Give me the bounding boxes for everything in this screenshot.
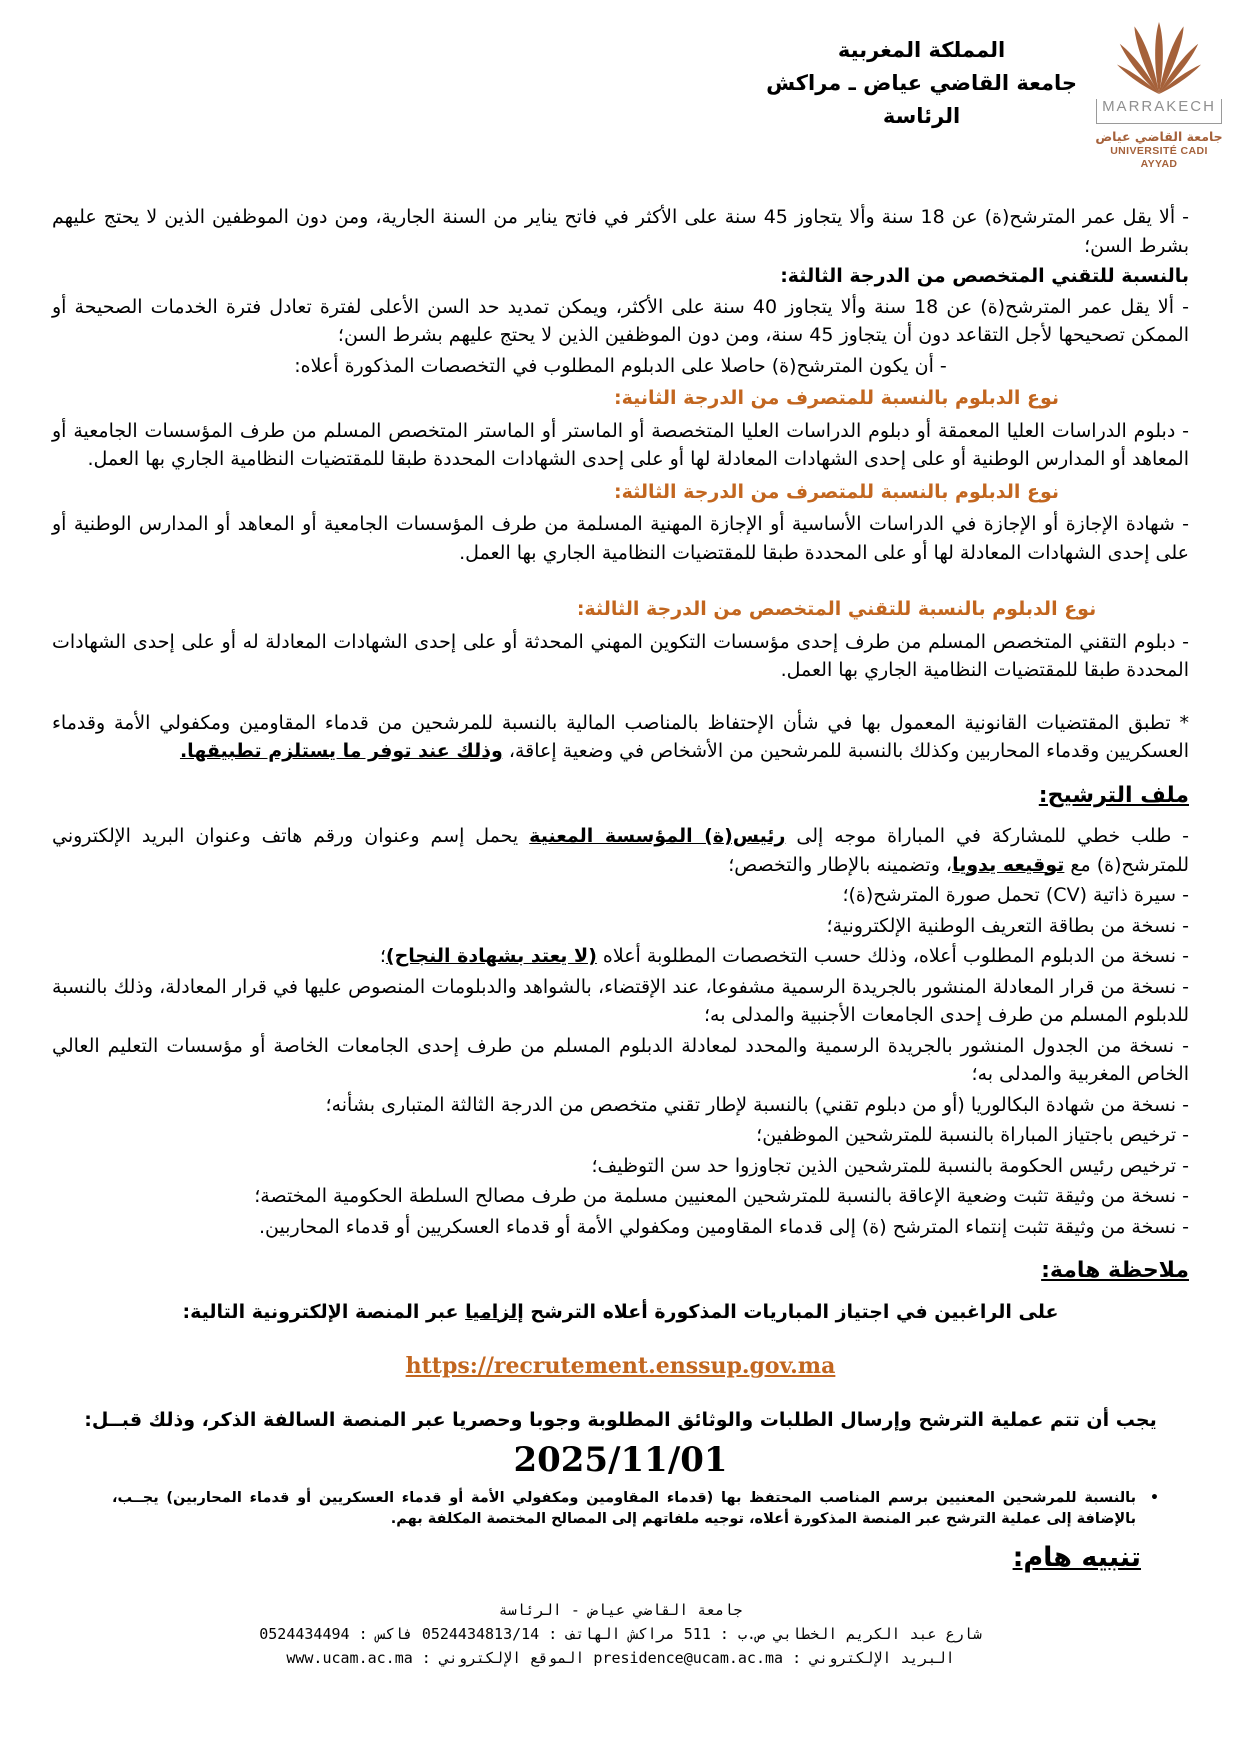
list-item: - نسخة من شهادة البكالوريا (أو من دبلوم تقني) بالنسبة لإطار تقني متخصص من الدرجة الثالثة المتبارى بشأنه؛ [325, 1093, 1189, 1116]
reserved-candidates-bullet: • بالنسبة للمرشحين المعنيين برسم المناصب المحتفظ بها (قدماء المقاومين ومكفولي الأمة أو قدماء العسكريين أو قدماء المحاربين) يجــب، بالإضافة إلى عملية الترشح عبر المنصة المذكورة أعلاه، توجيه ملفاتهم إلى المصالح المختصة المكلفة بهم. [112, 1490, 1159, 1527]
reserved-note-text: * تطبق المقتضيات القانونية المعمول بها في شأن الإحتفاظ بالمناصب المالية بالنسبة للمرشحين من قدماء المقاومين ومكفولي الأمة وقدماء العسكريين وقدماء المحاربين وكذلك بالنسبة للمرشحين من الأشخاص في وضعية إعاقة، [52, 711, 1189, 762]
footer-university-line: جامعة القاضي عياض - الرئاسة [498, 1601, 743, 1619]
reserved-note-bold-tail: وذلك عند توفر ما يستلزم تطبيقها. [179, 740, 503, 762]
heading-important-note: ملاحظة هامة: [1041, 1258, 1189, 1283]
website-label: الموقع الإلكتروني : [412, 1649, 594, 1667]
list-item: - نسخة من الجدول المنشور بالجريدة الرسمية والمحدد لمعادلة الدبلوم المسلم من طرف إحدى الجامعات الخاصة أو مؤسسات التعليم العالي الخاص المغربية والمدلى به؛ [52, 1034, 1189, 1085]
bullet-icon: • [1150, 1490, 1159, 1506]
list-item: - نسخة من بطاقة التعريف الوطنية الإلكترونية؛ [826, 914, 1189, 937]
page-header [766, 20, 1225, 171]
university-logo [1093, 20, 1225, 171]
page-footer [0, 1598, 1241, 1670]
email-label: البريد الإلكتروني : [783, 1649, 955, 1667]
diploma-admin-grade3-body: - شهادة الإجازة أو الإجازة في الدراسات الأساسية أو الإجازة المهنية المسلمة من طرف المؤسسات الجامعية أو المعاهد أو المدارس الوطنية أو على إحدى الشهادات المعادلة لها أو على المحددة طبقا للمقتضيات النظامية الجاري بها العمل. [52, 513, 1189, 564]
heading-diploma-admin-grade3: نوع الدبلوم بالنسبة للمتصرف من الدرجة الثالثة: [614, 480, 1060, 503]
logo-arabic-name: جامعة القاضي عياض [1095, 129, 1223, 144]
palm-tree-icon [1107, 20, 1211, 96]
diploma-admin-grade2-body: - دبلوم الدراسات العليا المعمقة أو دبلوم الدراسات العليا المتخصصة أو الماستر أو الماستر المتخصص المسلم من طرف المؤسسات الجامعية أو المعاهد أو المدارس الوطنية أو على إحدى الشهادات المعادلة لها أو على إحدى الشهادات المحددة طبقا للمقتضيات النظامية الجاري بها العمل. [52, 419, 1189, 470]
list-item: - ترخيص باجتياز المباراة بالنسبة للمترشحين الموظفين؛ [756, 1124, 1189, 1146]
heading-diploma-admin-grade2: نوع الدبلوم بالنسبة للمتصرف من الدرجة الثانية: [614, 387, 1060, 409]
list-item: - نسخة من وثيقة تثبت وضعية الإعاقة بالنسبة للمترشحين المعنيين مسلمة من طرف مصالح السلطة الحكومية المختصة؛ [254, 1185, 1189, 1207]
mandatory-word: إلزاميا [465, 1300, 524, 1323]
deadline-sentence: يجب أن تتم عملية الترشح وإرسال الطلبات والوثائق المطلوبة وجوبا وحصريا عبر المنصة السالفة الذكر، وذلك قبــل: [84, 1408, 1157, 1431]
diploma-tech-grade3-body: - دبلوم التقني المتخصص المسلم من طرف إحدى مؤسسات التكوين المهني المحدثة أو على إحدى الشهادات المعادلة له أو على إحدى الشهادات المحددة طبقا للمقتضيات النظامية الجاري بها العمل. [52, 630, 1189, 681]
logo-latin-name: UNIVERSITÉ CADI AYYAD [1110, 145, 1208, 170]
condition-age-40: - ألا يقل عمر المترشح(ة) عن 18 سنة وألا يتجاوز 40 سنة على الأكثر، ويمكن تمديد حد السن الأعلى لفترة تعادل فترة الخدمات الصحيحة أو الممكن تصحيحها لأجل التقاعد دون أن يتجاوز 45 سنة، ومن دون الموظفين الذين لا يحتج عليهم بشرط السن؛ [52, 295, 1190, 346]
list-item: - نسخة من الدبلوم المطلوب أعلاه، وذلك حسب التخصصات المطلوبة أعلاه (لا يعتد بشهادة النجاح)؛ [379, 945, 1189, 967]
heading-tech-grade3-conditions: بالنسبة للتقني المتخصص من الدرجة الثالثة: [780, 265, 1189, 287]
logo-city-name: MARRAKECH [1102, 98, 1216, 115]
footer-contact-line [0, 1646, 1241, 1670]
heading-application-file: ملف الترشيح: [1038, 782, 1189, 808]
heading-important-warning: تنبيه هام: [1012, 1542, 1141, 1573]
kingdom-title: المملكة المغربية [837, 38, 1006, 62]
deadline-date: 2025/11/01 [513, 1440, 728, 1480]
platform-link-line [52, 1352, 1189, 1382]
spacer [52, 569, 1189, 591]
heading-diploma-tech-grade3: نوع الدبلوم بالنسبة للتقني المتخصص من الدرجة الثالثة: [576, 598, 1097, 620]
application-file-list [52, 822, 1189, 1241]
condition-age-45: - ألا يقل عمر المترشح(ة) عن 18 سنة وألا يتجاوز 45 سنة على الأكثر في فاتح يناير من السنة الجارية، ومن دون الموظفين الذين لا يحتج عليهم بشرط السن؛ [52, 206, 1189, 257]
recruitment-platform-link[interactable]: https://recrutement.enssup.gov.ma [405, 1353, 836, 1379]
logo-city-frame [1096, 99, 1222, 124]
university-title: جامعة القاضي عياض ـ مراكش [766, 71, 1077, 95]
footer-address-line: شارع عبد الكريم الخطابي ص.ب : 511 مراكش الهاتف : 0524434813/14 فاكس : 0524434494 [259, 1625, 982, 1643]
email-address: presidence@ucam.ac.ma [593, 1649, 784, 1667]
condition-diploma-required: - أن يكون المترشح(ة) حاصلا على الدبلوم المطلوب في التخصصات المذكورة أعلاه: [294, 354, 947, 377]
website-address: www.ucam.ac.ma [286, 1649, 413, 1667]
list-item: - طلب خطي للمشاركة في المباراة موجه إلى رئيس(ة) المؤسسة المعنية يحمل إسم وعنوان ورقم هاتف وعنوان البريد الإلكتروني للمترشح(ة) مع توقيعه يدويا، وتضمينه بالإطار والتخصص؛ [52, 825, 1189, 876]
letterhead-text [766, 20, 1077, 133]
spacer [52, 687, 1189, 709]
list-item: - ترخيص رئيس الحكومة بالنسبة للمترشحين الذين تجاوزوا حد سن التوظيف؛ [591, 1154, 1189, 1177]
reserved-positions-note [52, 709, 1189, 766]
list-item: - نسخة من وثيقة تثبت إنتماء المترشح (ة) إلى قدماء المقاومين ومكفولي الأمة أو قدماء العسكريين أو قدماء المحاربين. [258, 1215, 1189, 1238]
list-item: - سيرة ذاتية (CV) تحمل صورة المترشح(ة)؛ [842, 884, 1189, 906]
list-item: - نسخة من قرار المعادلة المنشور بالجريدة الرسمية مشفوعا، عند الإقتضاء، بالشواهد والدبلومات المنصوص عليها في قرار المعادلة، وذلك بالنسبة للدبلوم المسلم من طرف إحدى الجامعات الأجنبية والمدلى به؛ [52, 975, 1189, 1026]
presidency-title: الرئاسة [882, 104, 961, 128]
platform-obligation-line: على الراغبين في اجتياز المباريات المذكورة أعلاه الترشح إلزاميا عبر المنصة الإلكترونية التالية: [182, 1300, 1059, 1323]
